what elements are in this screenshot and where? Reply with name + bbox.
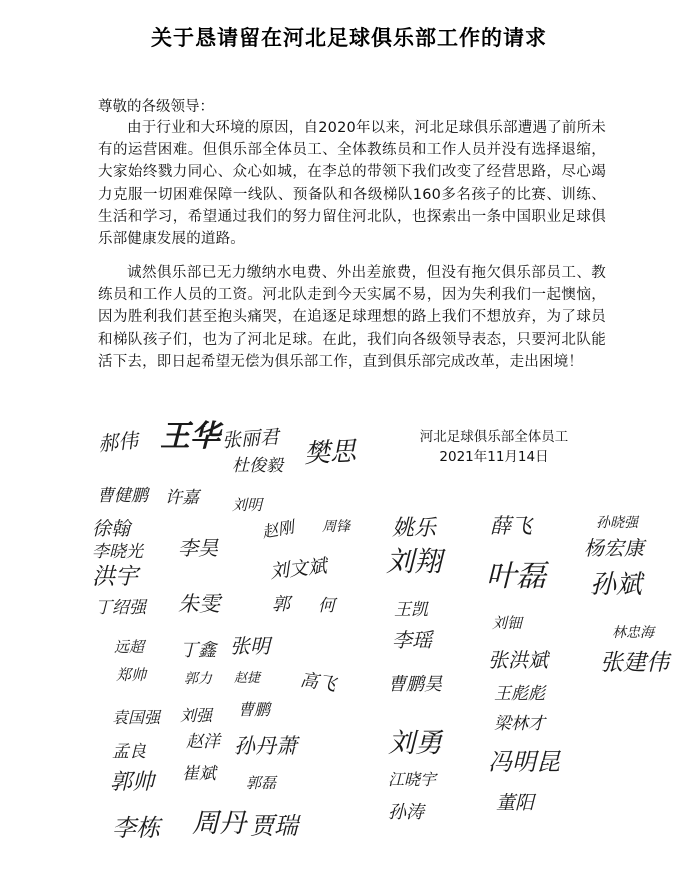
handwritten-signature: 赵捷 — [234, 671, 261, 686]
handwritten-signature: 朱雯 — [178, 592, 220, 616]
handwritten-signature: 徐翰 — [92, 518, 131, 540]
handwritten-signature: 孙斌 — [590, 570, 643, 600]
handwritten-signature: 刘明 — [232, 496, 263, 514]
handwritten-signature: 孙涛 — [388, 802, 424, 823]
handwritten-signature: 郑帅 — [116, 666, 147, 684]
handwritten-signature: 江晓宇 — [388, 770, 437, 789]
handwritten-signature: 何 — [318, 596, 335, 616]
handwritten-signature: 王华 — [160, 419, 220, 454]
handwritten-signature: 远超 — [114, 638, 145, 656]
handwritten-signature: 周丹 — [192, 808, 246, 839]
handwritten-signature: 刘勇 — [388, 728, 442, 759]
handwritten-signature: 张洪斌 — [488, 648, 548, 672]
handwritten-signature: 李瑶 — [392, 628, 432, 652]
handwritten-signature: 王彪彪 — [494, 684, 545, 704]
handwritten-signature: 郝伟 — [96, 427, 140, 457]
handwritten-signature: 张明 — [230, 634, 270, 658]
handwritten-signature: 高飞 — [298, 669, 338, 696]
handwritten-signature: 林忠海 — [612, 625, 654, 641]
salutation: 尊敬的各级领导： — [98, 99, 214, 115]
handwritten-signature: 王凯 — [394, 600, 428, 620]
handwritten-signature: 孙丹萧 — [234, 734, 297, 758]
handwritten-signature: 曹鹏 — [238, 700, 271, 719]
handwritten-signature: 张丽君 — [221, 426, 280, 452]
handwritten-signature: 刘文斌 — [268, 555, 328, 583]
document-title: 关于恳请留在河北足球俱乐部工作的请求 — [151, 26, 547, 50]
body-paragraph-2: 诚然俱乐部已无力缴纳水电费、外出差旅费，但没有拖欠俱乐部员工、教练员和工作人员的工资。河北队走到今天实属不易，因为失利我们一起懊恼，因为胜利我们甚至抱头痛哭，在追逐足球理想的路上我们不想放弃，为了球员和梯队孩子们，也为了河北足球。在此，我们向各级领导表态，只要河北队能活下去，即日起希望无偿为俱乐部工作，直到俱乐部完成改革，走出困境！ — [98, 265, 606, 370]
signoff-organization: 河北足球俱乐部全体员工 — [419, 429, 569, 445]
handwritten-signature: 李昊 — [178, 536, 218, 560]
handwritten-signature: 郭磊 — [246, 774, 277, 792]
body-paragraph-1: 由于行业和大环境的原因，自2020年以来，河北足球俱乐部遭遇了前所未有的运营困难。但俱乐部全体员工、全体教练员和工作人员并没有选择退缩，大家始终戮力同心、众心如城，在李总的带领下我们改变了经营思路，尽心竭力克服一切困难保障一线队、预备队和各级梯队160多名孩子的比赛、训练、生活和学习，希望通过我们的努力留住河北队，也探索出一条中国职业足球俱乐部健康发展的道路。 — [98, 120, 606, 248]
handwritten-signature: 刘强 — [180, 706, 213, 725]
handwritten-signature: 杨宏康 — [584, 536, 644, 560]
handwritten-signature: 赵洋 — [186, 732, 220, 752]
handwritten-signature: 梁林才 — [494, 714, 545, 734]
handwritten-signature: 贾瑞 — [250, 812, 298, 840]
handwritten-signature: 樊思 — [303, 436, 357, 470]
handwritten-signature: 曹健鹏 — [97, 486, 148, 506]
handwritten-signature: 郭帅 — [110, 770, 155, 795]
handwritten-signature: 李栋 — [112, 814, 160, 842]
handwritten-signature: 孟良 — [112, 742, 146, 762]
handwritten-signature: 崔斌 — [182, 764, 216, 784]
handwritten-signature: 孙晓强 — [596, 515, 638, 531]
handwritten-signature: 周锋 — [322, 519, 350, 535]
signoff-date: 2021年11月14日 — [439, 449, 549, 465]
handwritten-signature: 叶磊 — [486, 559, 546, 594]
handwritten-signature: 郭力 — [184, 671, 212, 687]
handwritten-signature: 丁绍强 — [95, 598, 146, 618]
handwritten-signature: 杜俊毅 — [232, 456, 283, 476]
handwritten-signature: 张建伟 — [600, 650, 669, 676]
handwritten-signature: 董阳 — [496, 792, 535, 814]
handwritten-signature: 薛飞 — [490, 514, 532, 538]
handwritten-signature: 郭 — [272, 594, 290, 615]
handwritten-signature: 李晓光 — [92, 542, 143, 562]
handwritten-signature: 丁鑫 — [180, 640, 216, 661]
handwritten-signature: 刘翔 — [386, 545, 443, 578]
handwritten-signature: 洪宇 — [92, 564, 138, 590]
handwritten-signature: 赵刚 — [260, 517, 296, 542]
handwritten-signature: 曹鹏昊 — [388, 674, 442, 695]
handwritten-signature: 袁国强 — [112, 708, 161, 727]
handwritten-signature: 许嘉 — [165, 488, 199, 508]
handwritten-signature: 刘钿 — [492, 614, 523, 632]
handwritten-signature: 冯明昆 — [488, 748, 560, 776]
handwritten-signature: 姚乐 — [392, 516, 437, 541]
